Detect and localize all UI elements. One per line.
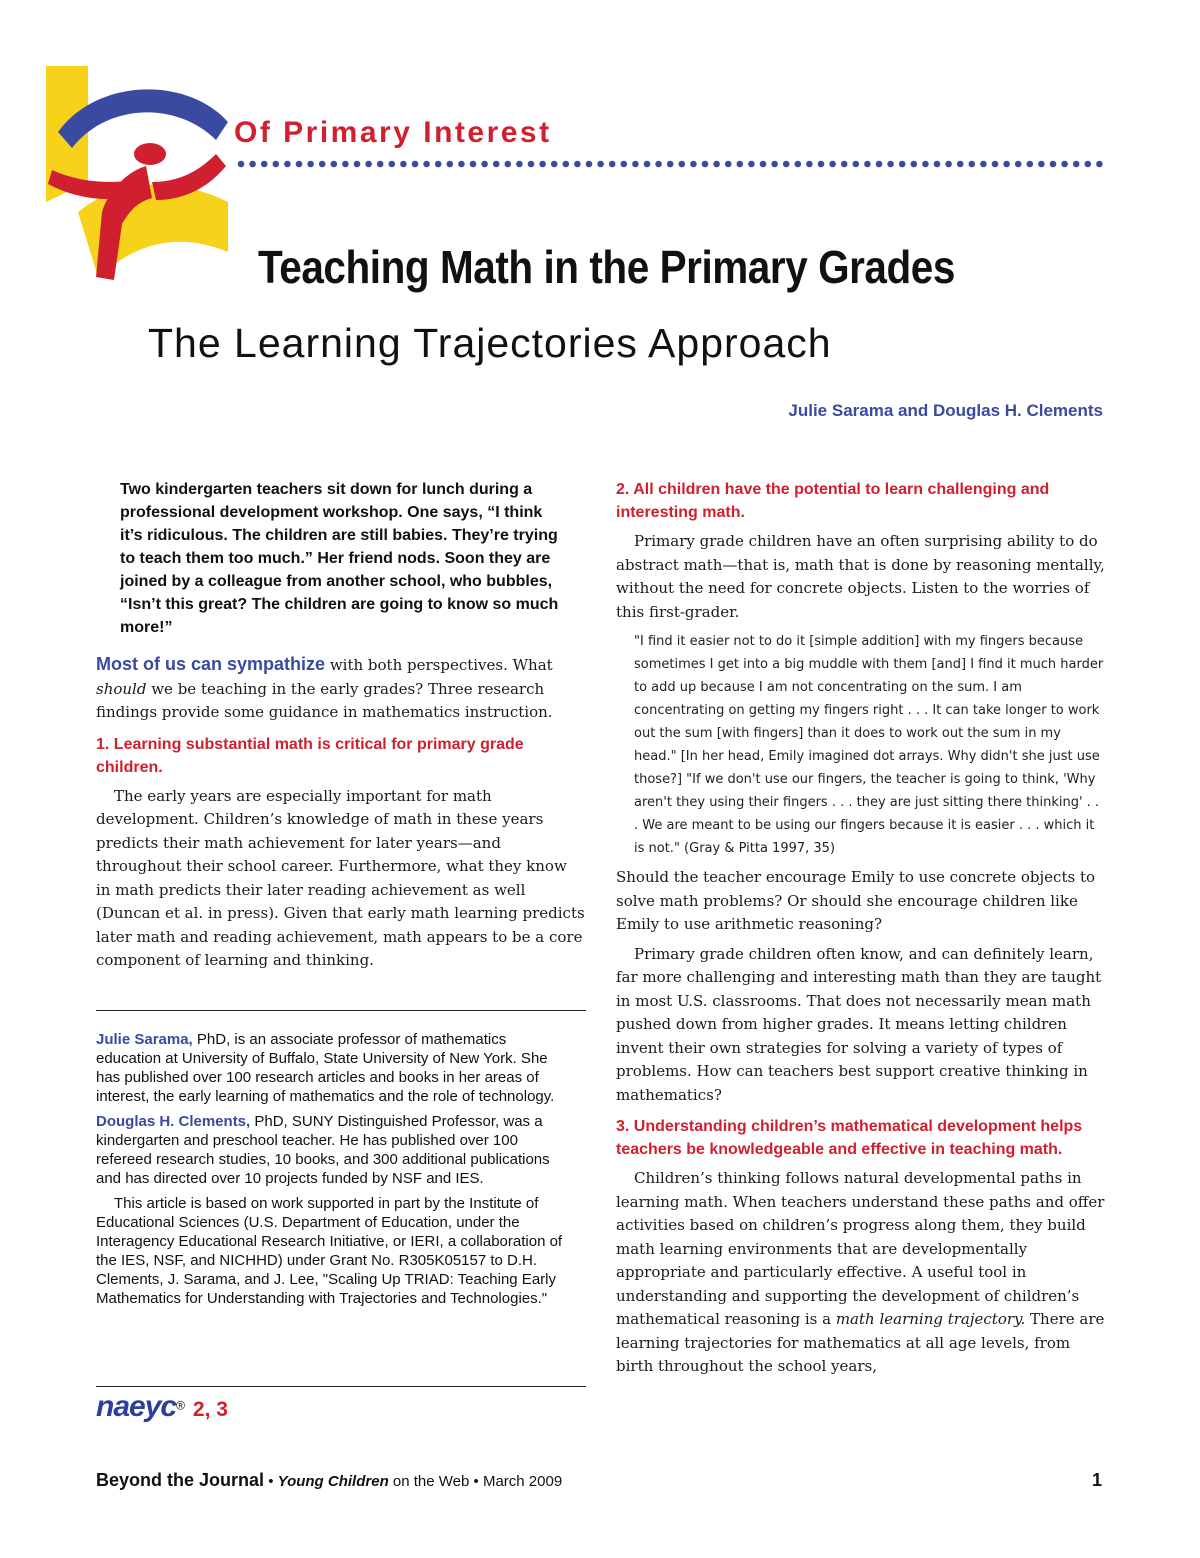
bio-clements-name: Douglas H. Clements, — [96, 1113, 251, 1130]
article-authors: Julie Sarama and Douglas H. Clements — [788, 401, 1103, 420]
opening-text-1: with both perspectives. What — [325, 656, 553, 674]
footer-web: on the Web — [388, 1473, 470, 1490]
footer-magazine: Young Children — [277, 1473, 389, 1490]
article-subtitle: The Learning Trajectories Approach — [148, 320, 832, 366]
finding-3-text-2: There are learning trajectories for mathematics at all age levels, from birth throughout the school years, — [616, 1310, 1105, 1375]
block-quote: "I find it easier not to do it [simple addition] with my fingers because sometimes I get into a big muddle with them [and] I find it much harder to add up because I am not concentrating on the sum. I am concentrating on getting my fingers right . . . It can take longer to work out the sum [with fingers] than it does to work out the sum in my head." [In her head, Emily imagined dot arrays. Why didn't she just use those?] "If we don't use our fingers, the teacher is going to think, 'Why aren't they using their fingers . . . they are just sitting there thinking' . . . We are meant to be using our fingers because it is easier . . . which it is not." (Gray & Pitta 1997, 35) — [634, 634, 1104, 856]
bio-clements — [96, 1112, 572, 1188]
article-title: Teaching Math in the Primary Grades — [258, 241, 955, 293]
bio-clements-text: PhD, SUNY Distinguished Professor, was a kindergarten and preschool teacher. He has published over 100 refereed research studies, 10 books, and 300 additional publications and has directed over 10 projects funded by NSF and IES. — [96, 1113, 550, 1187]
bio-support: This article is based on work supported in part by the Institute of Educational Sciences (U.S. Department of Education, under the Interagency Educational Research Initiative, or IERI, a collaboration of the IES, NSF, and NICHHD) under Grant No. R305K05157 to D.H. Clements, J. Sarama, and J. Lee, "Scaling Up TRIAD: Teaching Early Mathematics for Understanding with Trajectories and Technologies." — [96, 1195, 563, 1307]
lead-in: Most of us can sympathize — [96, 654, 326, 674]
footer-date: March 2009 — [482, 1473, 563, 1490]
naeyc-logo: naeyc — [96, 1390, 177, 1423]
page-number: 1 — [1091, 1470, 1102, 1490]
finding-3-text — [616, 1167, 1106, 1379]
finding-3-heading: 3. Understanding children’s mathematical development helps teachers be knowledgeable and effective in teaching math. — [616, 1118, 1083, 1158]
of-primary-interest-logo — [38, 62, 238, 292]
bio-sarama-text: PhD, is an associate professor of mathematics education at University of Buffalo, State University of New York. She has published over 100 research articles and books in her areas of interest, the early learning of mathematics and the role of technology. — [96, 1031, 555, 1105]
page-footer — [96, 1470, 562, 1491]
naeyc-standards-badge — [96, 1390, 228, 1424]
right-column — [616, 478, 1106, 1385]
after-quote-text: Should the teacher encourage Emily to use concrete objects to solve math problems? Or should she encourage children like Emily to use arithmetic reasoning? — [616, 868, 1096, 933]
bio-sarama — [96, 1030, 572, 1106]
finding-1-heading: 1. Learning substantial math is critical for primary grade children. — [96, 735, 524, 776]
section-label: Of Primary Interest — [234, 116, 552, 149]
more-challenging-text: Primary grade children often know, and can definitely learn, far more challenging and interesting math than they are taught in most U.S. classrooms. That does not necessarily mean math pushed down from higher grades. It means letting children invent their own strategies for solving a variety of types of problems. How can teachers best support creative thinking in mathematics? — [616, 944, 1102, 1104]
left-column — [96, 478, 586, 979]
bio-top-rule — [96, 1010, 586, 1011]
bio-bottom-rule — [96, 1386, 586, 1387]
intro-paragraph: Two kindergarten teachers sit down for lunch during a professional development workshop. One says, “I think it’s ridiculous. The children are still babies. They’re trying to teach them too much.” Her friend nods. Soon they are joined by a colleague from another school, who bubbles, “Isn’t this great? The children are going to know so much more!” — [120, 481, 559, 636]
finding-3-emphasis: math learning trajectory. — [835, 1310, 1026, 1328]
finding-1-text: The early years are especially important for math development. Children’s knowledge of math in these years predicts their math achievement for later years—and throughout their school career. Furthermore, what they know in math predicts their later reading achievement as well (Duncan et al. in press). Given that early math learning predicts later math and reading achievement, math appears to be a core component of learning and thinking. — [96, 786, 585, 969]
footer-journal: Beyond the Journal — [96, 1470, 265, 1490]
opening-text-2: we be teaching in the early grades? Three research findings provide some guidance in mathematics instruction. — [96, 679, 553, 721]
bio-sarama-name: Julie Sarama, — [96, 1031, 193, 1048]
registered-mark: ® — [176, 1398, 185, 1413]
author-bios — [96, 1030, 572, 1314]
footer-sep-2: • — [469, 1473, 483, 1490]
opening-paragraph — [96, 653, 586, 725]
footer-sep-1: • — [264, 1473, 278, 1490]
dotted-rule — [236, 159, 1106, 169]
finding-2-heading: 2. All children have the potential to learn challenging and interesting math. — [616, 481, 1050, 521]
naeyc-standards: 2, 3 — [192, 1398, 228, 1421]
finding-3-text-1: Children’s thinking follows natural developmental paths in learning math. When teachers understand these paths and offer activities based on children’s progress along them, they build math learning environments that are developmentally appropriate and particularly effective. A useful tool in understanding and supporting the development of children’s mathematical reasoning is a — [616, 1169, 1105, 1328]
finding-2-text: Primary grade children have an often surprising ability to do abstract math—that is, math that is done by reasoning mentally, without the need for concrete objects. Listen to the worries of this first-grader. — [616, 532, 1105, 621]
opening-emphasis: should — [96, 679, 147, 698]
